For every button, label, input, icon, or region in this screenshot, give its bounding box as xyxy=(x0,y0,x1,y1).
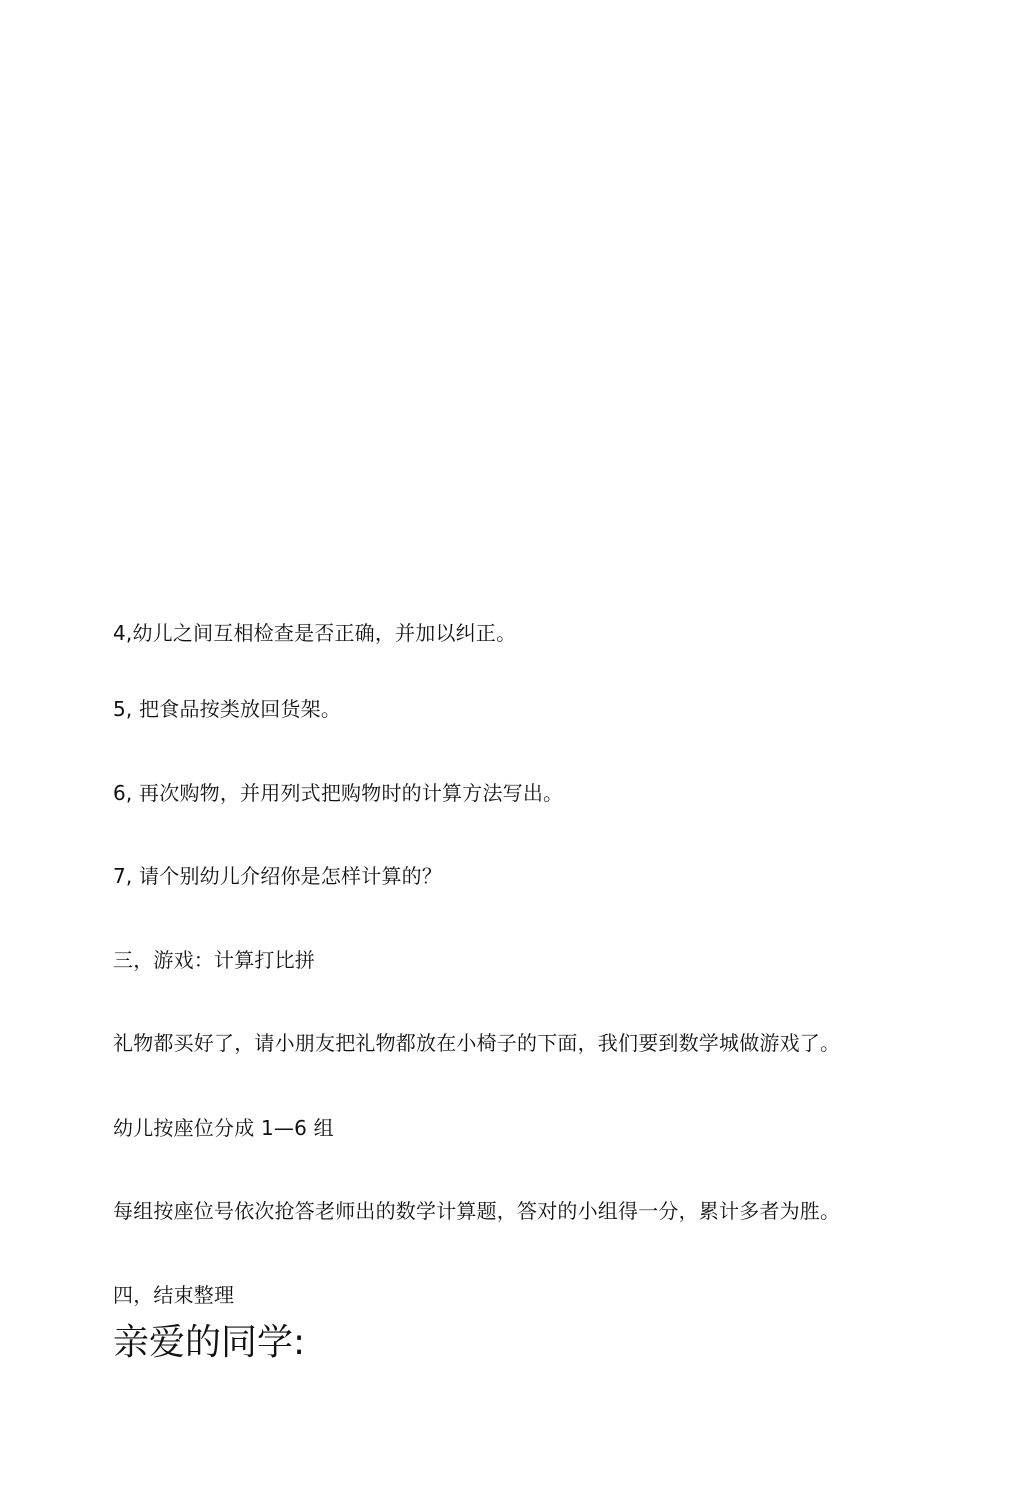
paragraph-rules: 每组按座位号依次抢答老师出的数学计算题，答对的小组得一分，累计多者为胜。 xyxy=(113,1199,841,1223)
section-heading-game: 三，游戏：计算打比拼 xyxy=(113,948,315,972)
greeting-heading: 亲爱的同学: xyxy=(113,1322,306,1363)
paragraph-step-4: 4,幼儿之间互相检查是否正确，并加以纠正。 xyxy=(113,621,517,645)
paragraph-gifts: 礼物都买好了，请小朋友把礼物都放在小椅子的下面，我们要到数学城做游戏了。 xyxy=(113,1031,841,1055)
paragraph-step-7: 7, 请个别幼儿介绍你是怎样计算的？ xyxy=(113,864,443,888)
paragraph-step-5: 5, 把食品按类放回货架。 xyxy=(113,697,342,721)
paragraph-groups: 幼儿按座位分成 1—6 组 xyxy=(113,1116,334,1140)
section-heading-end: 四，结束整理 xyxy=(113,1283,235,1307)
paragraph-step-6: 6, 再次购物，并用列式把购物时的计算方法写出。 xyxy=(113,781,564,805)
